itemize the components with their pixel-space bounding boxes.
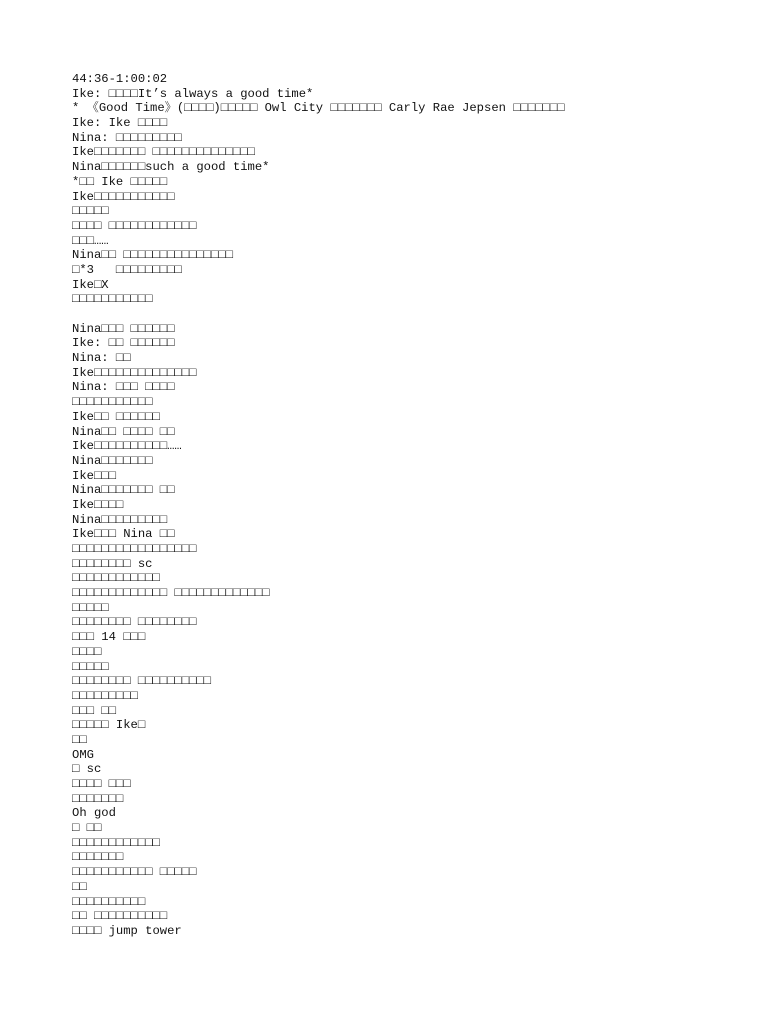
- text-line: Ike: Ike □□□□: [72, 116, 168, 131]
- text-line: Ike□□□□□□□ □□□□□□□□□□□□□□: [72, 145, 255, 160]
- text-line: □*3 □□□□□□□□□: [72, 262, 182, 277]
- text-line: Nina□□ □□□□□□□□□□□□□□□: [72, 248, 233, 263]
- text-line: *□□ Ike □□□□□: [72, 174, 168, 189]
- document-page: [72, 72, 732, 939]
- text-line: □□□□□: [72, 204, 109, 219]
- text-line: Ike□□□□: [72, 497, 124, 512]
- text-line: □□□□□□□□□□□□: [72, 835, 160, 850]
- text-line: □□□□□□□□□□□ □□□□□: [72, 865, 197, 880]
- text-line: Ike□□□□□□□□□□□: [72, 189, 175, 204]
- text-line: Ike: □□ □□□□□□: [72, 336, 175, 351]
- text-line: □□□□□□□□□□□: [72, 395, 153, 410]
- text-line: □□□ 14 □□□: [72, 630, 146, 645]
- text-line: Nina: □□□ □□□□: [72, 380, 175, 395]
- text-line: □□□□□□□□□□: [72, 894, 146, 909]
- text-line: □□□□□□□□□: [72, 688, 138, 703]
- text-line: Nina□□ □□□□ □□: [72, 424, 175, 439]
- text-line: Ike□X: [72, 277, 109, 292]
- text-line: [72, 307, 732, 322]
- text-line: □□□□ □□□: [72, 777, 131, 791]
- text-line: □□□□□: [72, 600, 109, 615]
- text-line: * 《Good Time》(□□□□)□□□□□ Owl City □□□□□□□ Carly Rae Jepsen □□□□□□□: [72, 101, 565, 116]
- text-line: Nina: □□: [72, 351, 131, 366]
- text-line: Nina□□□□□□such a good time*: [72, 160, 270, 175]
- text-line: □□□ □□: [72, 703, 116, 718]
- text-line: Ike: □□□□It’s always a good time*: [72, 86, 314, 101]
- text-line: □□□□□□□□□□□□: [72, 571, 160, 586]
- text-line: □□□□□□□□□□□: [72, 292, 153, 307]
- text-line: □□□□□□□□ □□□□□□□□: [72, 615, 197, 630]
- text-line: Ike□□ □□□□□□: [72, 409, 160, 424]
- text-line: □□□□ □□□□□□□□□□□□: [72, 218, 197, 233]
- text-line: □□□……: [72, 233, 109, 248]
- text-line: Nina□□□□□□□ □□: [72, 483, 175, 498]
- text-line: □□□□□ Ike□: [72, 718, 146, 733]
- text-line: Ike□□□□□□□□□□□□□□: [72, 365, 197, 380]
- text-line: Ike□□□: [72, 468, 116, 483]
- text-line: Ike□□□□□□□□□□……: [72, 439, 182, 454]
- text-line: □□□□□: [72, 659, 109, 674]
- text-line: □□□□ jump tower: [72, 923, 182, 938]
- text-line: □□□□: [72, 644, 102, 659]
- text-line: Nina□□□ □□□□□□: [72, 321, 175, 336]
- text-line: □ □□: [72, 821, 102, 836]
- text-line: Nina□□□□□□□: [72, 453, 153, 468]
- text-line: □□: [72, 732, 87, 747]
- text-line: □□□□□□□□ □□□□□□□□□□: [72, 674, 211, 689]
- text-line: □□: [72, 879, 87, 894]
- text-line: Nina□□□□□□□□□: [72, 512, 168, 527]
- text-line: □□□□□□□: [72, 850, 124, 865]
- text-line: Oh god: [72, 806, 116, 821]
- text-line: 44:36-1:00:02: [72, 72, 168, 86]
- text-line: □□□□□□□□□□□□□□□□□: [72, 542, 197, 556]
- text-line: Nina: □□□□□□□□□: [72, 130, 182, 145]
- text-line: Ike□□□ Nina □□: [72, 527, 175, 542]
- text-line: □ sc: [72, 762, 102, 777]
- text-line: □□□□□□□□ sc: [72, 556, 153, 571]
- text-line: OMG: [72, 747, 94, 762]
- text-line: □□□□□□□: [72, 791, 124, 806]
- text-line: □□ □□□□□□□□□□: [72, 909, 168, 924]
- text-line: □□□□□□□□□□□□□ □□□□□□□□□□□□□: [72, 586, 270, 601]
